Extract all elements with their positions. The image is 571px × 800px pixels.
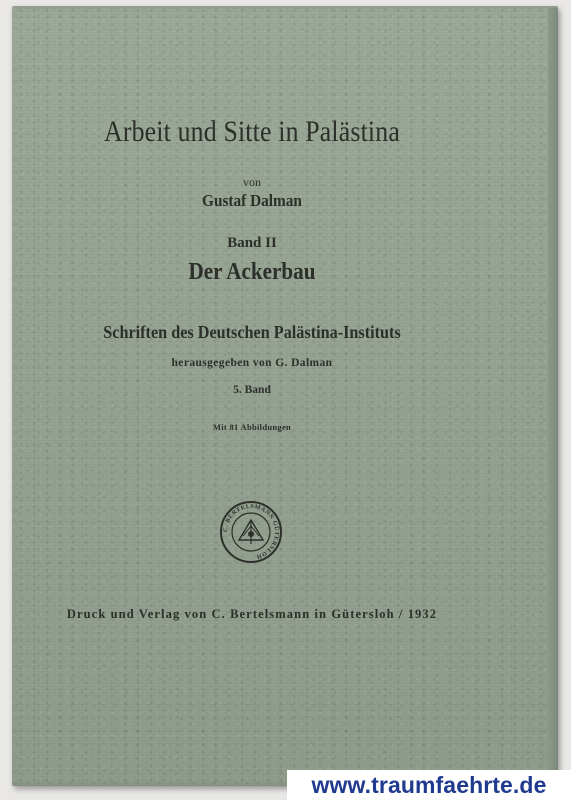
watermark-url: www.traumfaehrte.de (287, 770, 571, 800)
author-by-label: von (243, 175, 261, 189)
illustrations-note: Mit 81 Abbildungen (212, 422, 292, 432)
book-title: Arbeit und Sitte in Palästina (104, 115, 400, 148)
author-name: Gustaf Dalman (202, 191, 302, 210)
book-subtitle: Der Ackerbau (188, 259, 316, 285)
volume-label: Band II (227, 235, 277, 251)
emblem-ring-text: C. BERTELSMANN GÜTERSLOH (222, 503, 280, 560)
series-title: Schriften des Deutschen Palästina-Instituts (103, 322, 401, 342)
cover-edge (548, 8, 558, 784)
series-volume: 5. Band (233, 384, 271, 396)
publisher-line: Druck und Verlag von C. Bertelsmann in Gütersloh / 1932 (66, 607, 438, 621)
publisher-emblem-icon (219, 500, 283, 564)
editor-line: herausgegeben von G. Dalman (171, 357, 333, 369)
